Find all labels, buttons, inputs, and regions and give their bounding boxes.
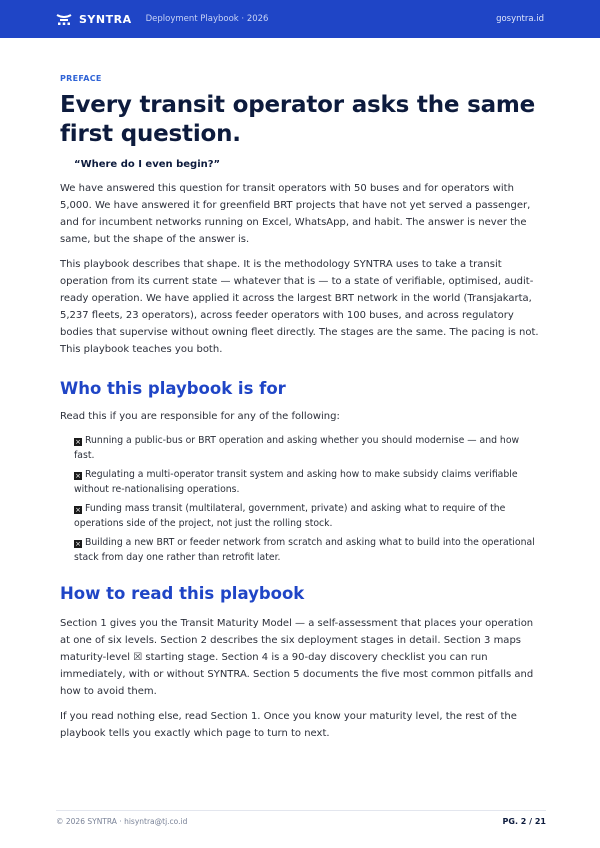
page-number: PG. 2 / 21: [502, 817, 546, 826]
top-header-bar: [0, 0, 600, 38]
section-kicker: PREFACE: [60, 74, 102, 83]
footer-copyright: © 2026 SYNTRA · hisyntra@tj.co.id: [56, 817, 188, 826]
pull-quote: “Where do I even begin?”: [74, 159, 221, 170]
how-heading: How to read this playbook: [60, 584, 305, 603]
who-heading: Who this playbook is for: [60, 379, 286, 398]
list-item: × Running a public-bus or BRT operation and asking whether you should modernise — and how fast.: [74, 435, 520, 461]
how-paragraph-2: If you read nothing else, read Section 1. Once you know your maturity level, the rest of the playbook tells you exactly which page to turn to next.: [60, 711, 517, 739]
page-content: [60, 74, 540, 742]
list-item: × Regulating a multi-operator transit system and asking how to make subsidy claims verifiable without re-nationalising operations.: [74, 469, 518, 495]
page-footer: [56, 810, 546, 826]
who-intro: Read this if you are responsible for any of the following:: [60, 411, 340, 422]
list-item: × Building a new BRT or feeder network from scratch and asking what to build into the operational stack from day one rather than retrofit later.: [74, 537, 535, 563]
list-item: × Funding mass transit (multilateral, government, private) and asking what to require of the operations side of the project, not just the rolling stock.: [74, 503, 506, 529]
document-title: Deployment Playbook · 2026: [145, 14, 269, 24]
how-paragraph-1: Section 1 gives you the Transit Maturity Model — a self-assessment that places your operation at one of six levels. Section 2 describes the six deployment stages in detail. Section 3 maps maturity-level ☒ starting stage. Section 4 is a 90-day discovery checklist you can run immediately, with or without SYNTRA. Section 5 documents the five most common pitfalls and how to avoid them.: [60, 618, 534, 697]
site-link[interactable]: gosyntra.id: [496, 14, 544, 24]
page-title: Every transit operator asks the same first question.: [60, 92, 536, 147]
checkbox-x-icon: ×: [75, 540, 81, 548]
preface-paragraph-2: This playbook describes that shape. It is the methodology SYNTRA uses to take a transit operation from its current state — whatever that is — to a state of verifiable, optimised, audit-ready operation. We have applied it across the largest BRT network in the world (Transjakarta, 5,237 fleets, 23 operators), across feeder operators with 100 buses, and across regulatory bodies that supervise without owning fleet directly. The stages are the same. The pacing is not. This playbook teaches you both.: [60, 259, 539, 355]
preface-paragraph-1: We have answered this question for transit operators with 50 buses and for operators with 5,000. We have answered it for greenfield BRT projects that have not yet served a passenger, and for incumbent networks running on Excel, WhatsApp, and habit. The answer is never the same, but the shape of the answer is.: [60, 183, 531, 245]
audience-list: [74, 433, 540, 565]
bus-logo-icon: [56, 12, 72, 26]
checkbox-x-icon: ×: [75, 472, 81, 480]
checkbox-x-icon: ×: [75, 506, 81, 514]
brand-name: SYNTRA: [79, 12, 132, 26]
checkbox-x-icon: ×: [75, 438, 81, 446]
